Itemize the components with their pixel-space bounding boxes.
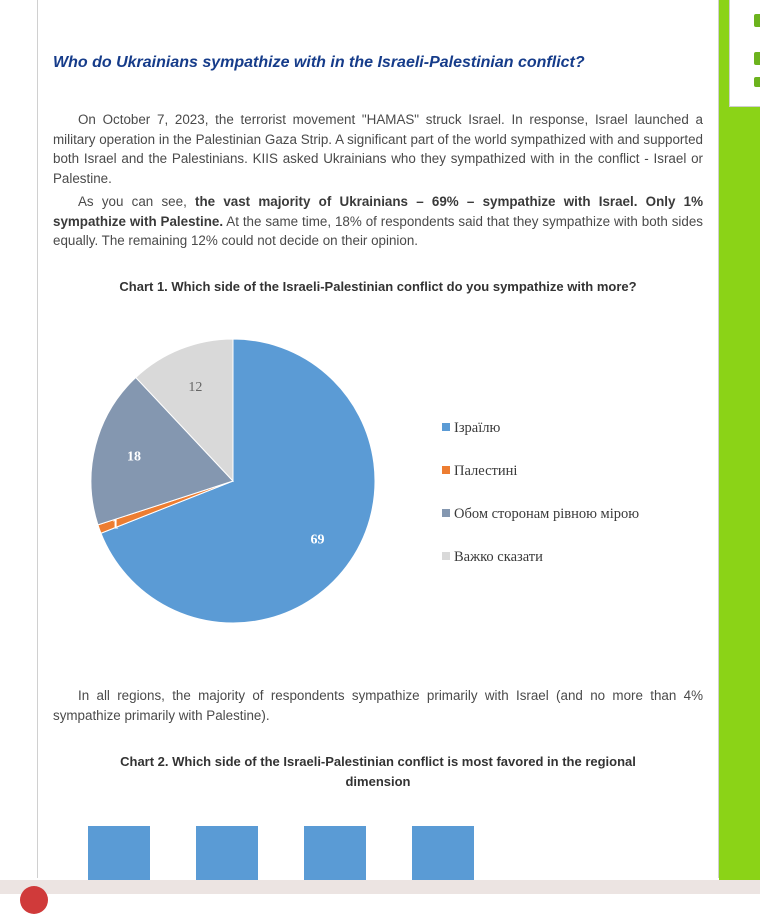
chart2-bar [196, 826, 258, 882]
sidebar-widget [729, 0, 760, 107]
legend-swatch [442, 466, 450, 474]
paragraph-text: At the same time, 18% of respondents said that they sympathize with both sides equally. The remaining 12% could not decide on their opinion. [53, 213, 703, 248]
taskbar [0, 880, 760, 894]
chart2-title: Chart 2. Which side of the Israeli-Palestinian conflict is most favored in the regional dimension [120, 754, 636, 789]
pie-data-label: 1 [111, 517, 119, 533]
browser-icon[interactable] [20, 886, 48, 914]
article-paragraph-2 [53, 192, 703, 251]
chart2-bar [304, 826, 366, 882]
chart2-bar [412, 826, 474, 882]
legend-item-hard-to-say [442, 549, 543, 566]
legend-label: Обом сторонам рівною мірою [454, 506, 640, 522]
chart1-pie [70, 320, 400, 640]
legend-swatch [442, 509, 450, 517]
content-left-border [37, 0, 38, 878]
legend-item-both [442, 506, 639, 523]
chart1-title: Chart 1. Which side of the Israeli-Palestinian conflict do you sympathize with more? [119, 279, 637, 294]
legend-item-israel [442, 420, 500, 437]
sidebar-green-panel [719, 0, 760, 880]
pie-data-label: 69 [310, 532, 325, 548]
paragraph-highlight: the vast majority of Ukrainians – 69% – sympathize with Israel. Only 1% sympathize with Palestine. [53, 194, 704, 229]
pie-data-label: 18 [126, 449, 141, 465]
chart2-bar [88, 826, 150, 882]
share-icon[interactable] [754, 52, 760, 65]
legend-label: Ізраїлю [454, 420, 501, 436]
legend-item-palestine [442, 463, 517, 480]
share-icon[interactable] [754, 14, 760, 27]
legend-swatch [442, 552, 450, 560]
article-paragraph-1: On October 7, 2023, the terrorist movement "HAMAS" struck Israel. In response, Israel launched a military operation in the Palestinian Gaza Strip. A significant part of the world sympathized with and supported both Israel and the Palestinians. KIIS asked Ukrainians who they sympathized with in the conflict - Israel or Palestine. [53, 112, 703, 186]
article-title: Who do Ukrainians sympathize with in the Israeli-Palestinian conflict? [53, 54, 585, 71]
share-icon[interactable] [754, 77, 760, 87]
legend-label: Важко сказати [454, 549, 543, 565]
paragraph-text: As you can see, [78, 194, 196, 209]
legend-label: Палестині [454, 463, 518, 479]
article-paragraph-3: In all regions, the majority of respondents sympathize primarily with Israel (and no more than 4% sympathize primarily with Palestine). [53, 688, 703, 723]
pie-data-label: 12 [188, 379, 203, 395]
legend-swatch [442, 423, 450, 431]
